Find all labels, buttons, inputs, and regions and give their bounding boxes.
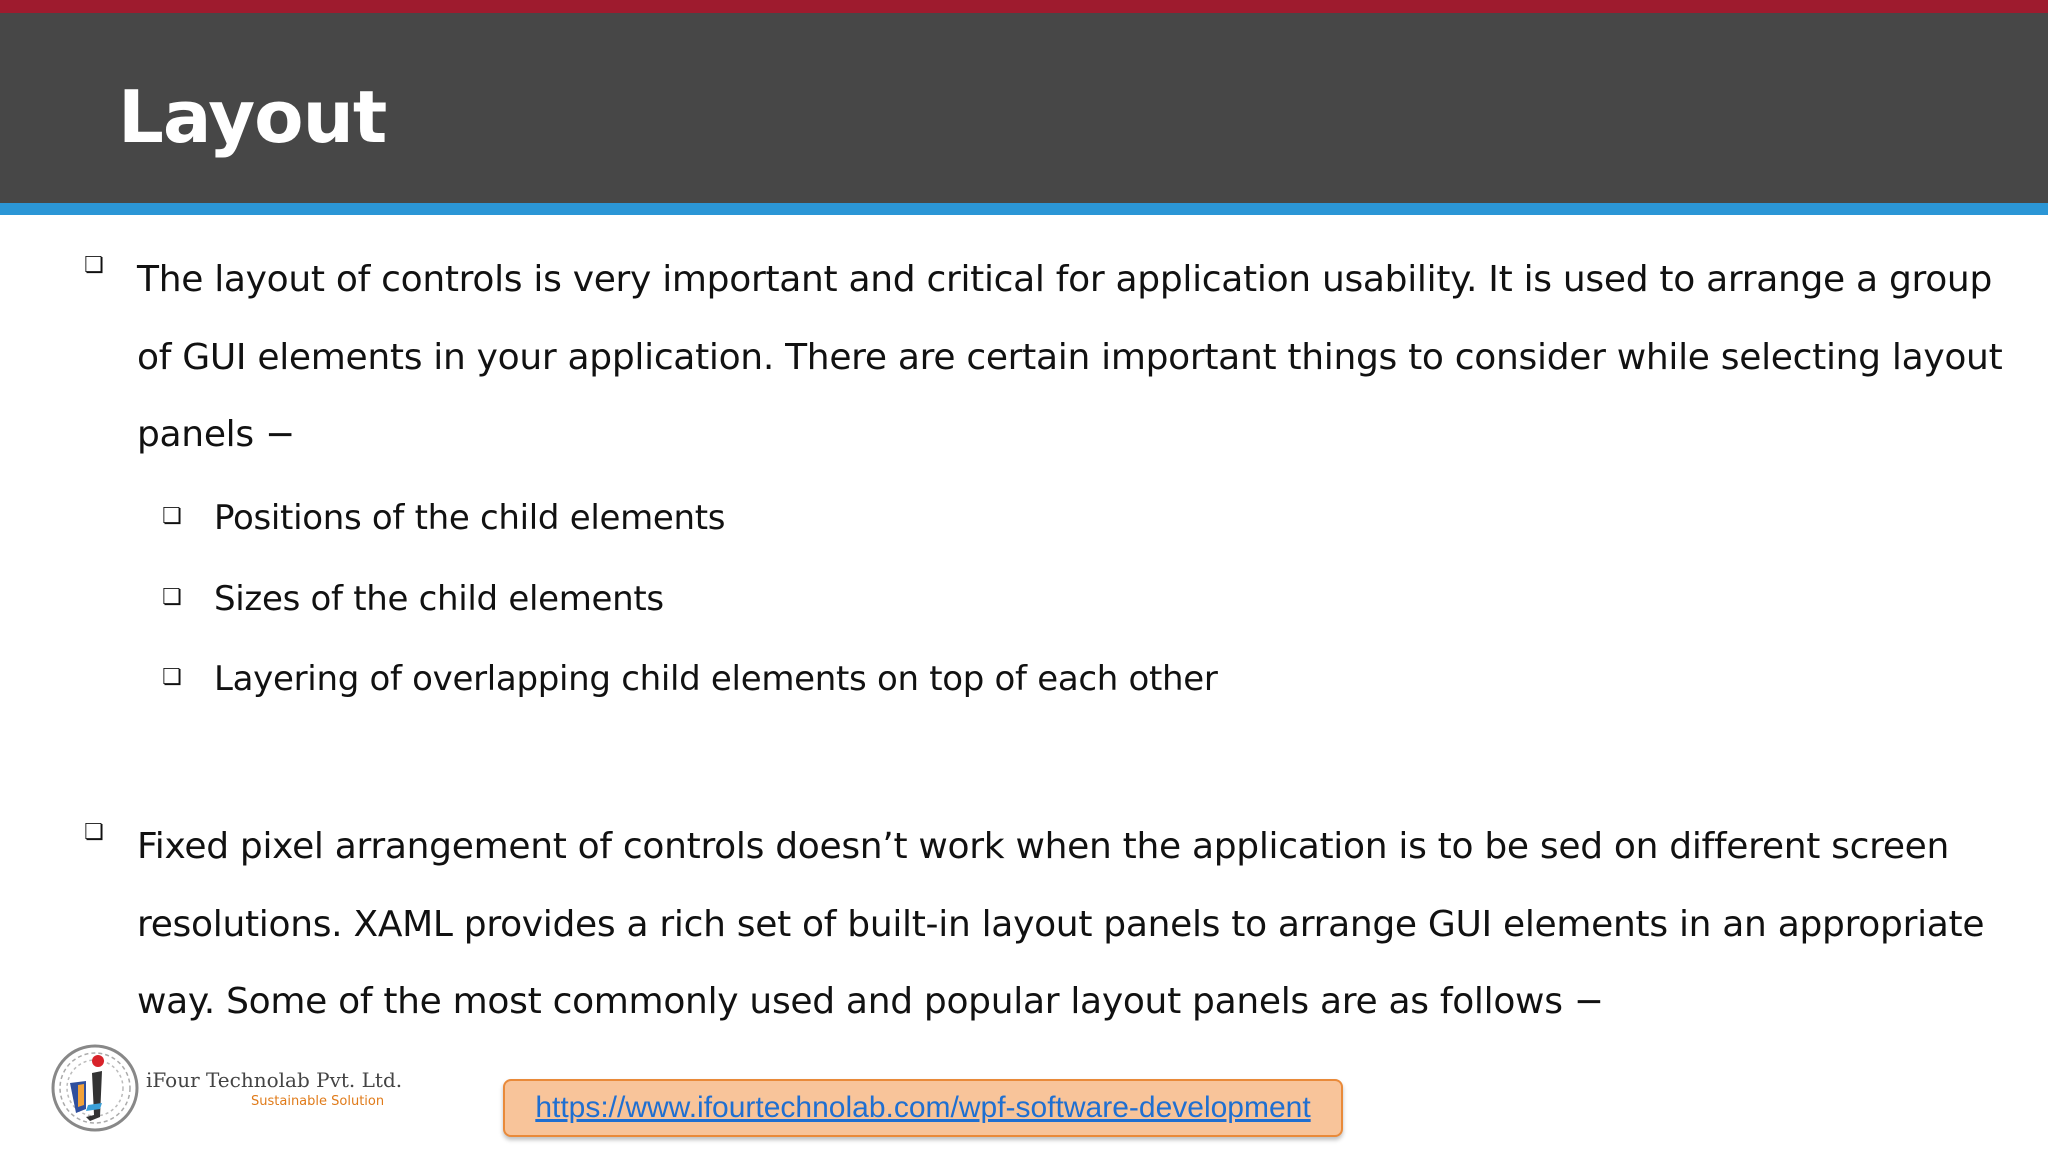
website-link[interactable]: https://www.ifourtechnolab.com/wpf-software-development <box>535 1091 1311 1124</box>
sub-bullet-text: Layering of overlapping child elements on top of each other <box>214 659 1218 699</box>
bullet-item <box>84 241 2004 481</box>
bullet-text <box>137 241 2037 474</box>
bullet-line: The layout of controls is very important and critical for application usability. It is used to arrange a group <box>137 259 1992 300</box>
bullet-line: resolutions. XAML provides a rich set of built-in layout panels to arrange GUI elements in an appropriate <box>137 903 1985 945</box>
bullet-item <box>84 808 2004 1048</box>
title-underline-stripe <box>0 203 2048 215</box>
square-bullet-icon: ❏ <box>84 253 104 278</box>
company-tagline: Sustainable Solution <box>251 1094 385 1109</box>
sub-bullet-item <box>162 649 1762 709</box>
url-banner <box>503 1079 1343 1137</box>
sub-bullet-item <box>162 488 1762 548</box>
bullet-line: way. Some of the most commonly used and popular layout panels are as follows − <box>137 981 1604 1022</box>
sub-bullet-text: Sizes of the child elements <box>214 579 664 619</box>
top-accent-stripe <box>0 0 2048 13</box>
title-band <box>0 13 2048 203</box>
sub-bullet-item <box>162 569 1762 629</box>
slide-content <box>0 215 2048 1065</box>
square-bullet-icon: ❏ <box>162 665 182 690</box>
square-bullet-icon: ❏ <box>84 820 104 845</box>
bullet-line: of GUI elements in your application. There are certain important things to consider while selecting layout <box>137 336 2003 378</box>
bullet-line: Fixed pixel arrangement of controls doesn’t work when the application is to be sed on different screen <box>137 826 1950 867</box>
ifour-logo-icon <box>50 1043 140 1133</box>
square-bullet-icon: ❏ <box>162 504 182 529</box>
sub-bullet-text: Positions of the child elements <box>214 498 726 538</box>
company-name: iFour Technolab Pvt. Ltd. <box>146 1068 403 1092</box>
slide-title: Layout <box>118 75 387 159</box>
square-bullet-icon: ❏ <box>162 585 182 610</box>
bullet-line: panels − <box>137 414 295 455</box>
bullet-text <box>137 808 2037 1041</box>
